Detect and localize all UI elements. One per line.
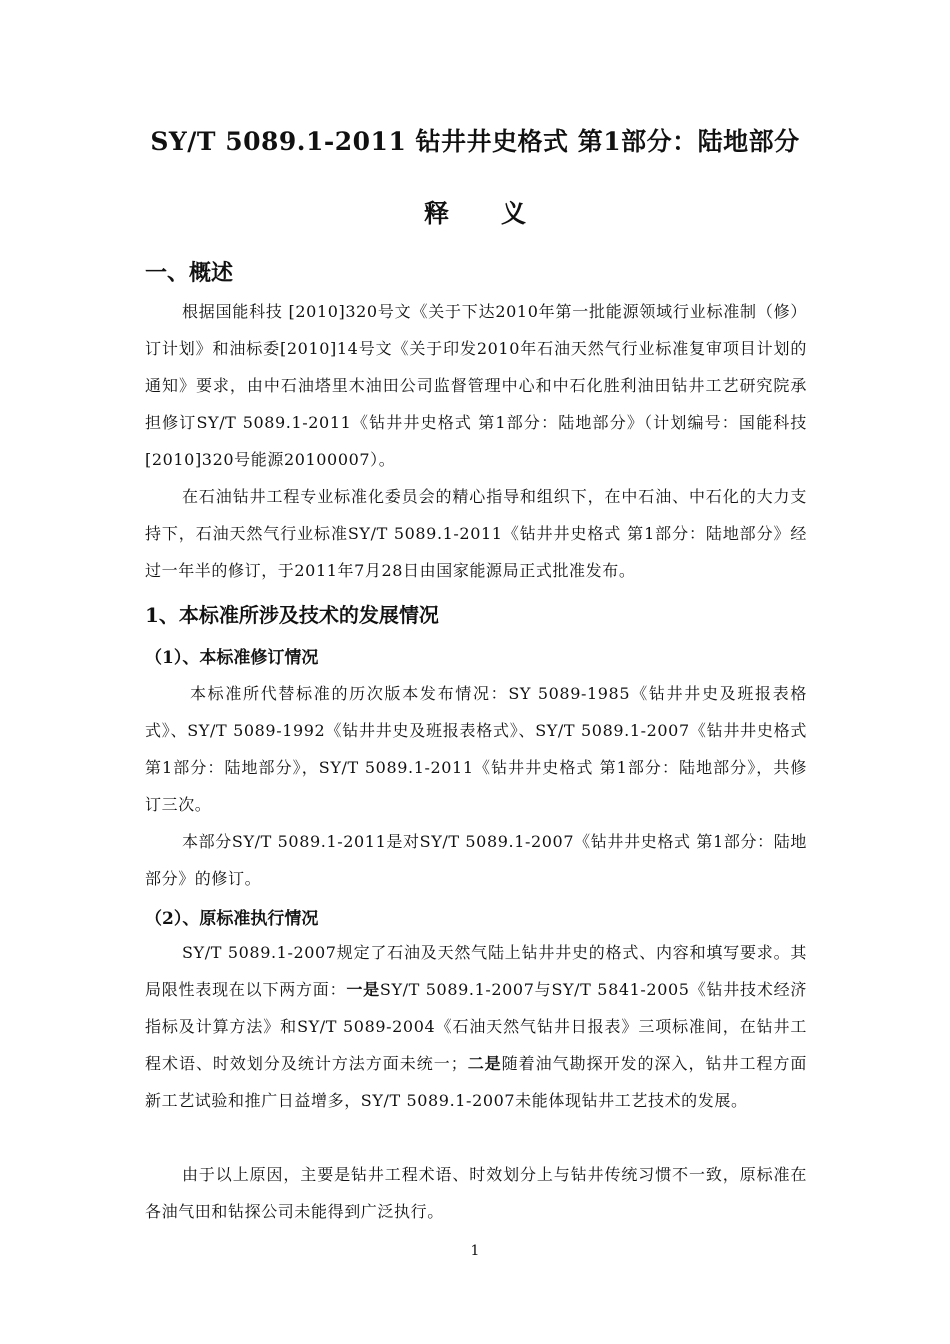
paragraph-revision-process: 在石油钻井工程专业标准化委员会的精心指导和组织下，在中石油、中石化的大力支持下，石油天然气行业标准SY/T 5089.1-2011《钻井井史格式 第1部分：陆地部分》经过一年半的修订，于2011年7月28日由国家能源局正式批准发布。 <box>145 487 807 580</box>
limitation-2-label: 二是 <box>467 1054 502 1073</box>
section-heading-overview: 一、概述 <box>145 260 234 286</box>
limitation-2-text: 随着油气勘探开发的深入，钻井工程方面新工艺试验和推广日益增多，SY/T 5089.1-2007未能体现钻井工艺技术的发展。 <box>145 1054 807 1110</box>
document-title: SY/T 5089.1-2011 钻井井史格式 第1部分：陆地部分 <box>150 127 800 156</box>
subsection-heading-technology: 1、本标准所涉及技术的发展情况 <box>145 603 439 627</box>
paragraph-revision-note: 本部分SY/T 5089.1-2011是对SY/T 5089.1-2007《钻井井史格式 第1部分：陆地部分》的修订。 <box>145 832 807 888</box>
paragraph-conclusion: 由于以上原因，主要是钻井工程术语、时效划分上与钻井传统习惯不一致，原标准在各油气田和钻探公司未能得到广泛执行。 <box>145 1165 807 1221</box>
paragraph-version-history: 本标准所代替标准的历次版本发布情况：SY 5089-1985《钻井井史及班报表格式》、SY/T 5089-1992《钻井井史及班报表格式》、SY/T 5089.1-2007《钻井井史格式 第1部分：陆地部分》，SY/T 5089.1-2011《钻井井史格式 第1部分：陆地部分》，共修订三次。 <box>145 684 807 814</box>
limitation-1-text: SY/T 5089.1-2007与SY/T 5841-2005《钻井技术经济指标及计算方法》和SY/T 5089-2004《石油天然气钻井日报表》三项标准间，在钻井工程术语、时效划分及统计方法方面未统一； <box>145 980 807 1073</box>
paragraph-limitations <box>145 934 807 1119</box>
paragraph-background: 根据国能科技 [2010]320号文《关于下达2010年第一批能源领域行业标准制（修）订计划》和油标委[2010]14号文《关于印发2010年石油天然气行业标准复审项目计划的通知》要求，由中石油塔里木油田公司监督管理中心和中石化胜利油田钻井工艺研究院承担修订SY/T 5089.1-2011《钻井井史格式 第1部分：陆地部分》（计划编号：国能科技[2010]320号能源20100007）。 <box>145 302 807 469</box>
limitations-intro: SY/T 5089.1-2007规定了石油及天然气陆上钻井井史的格式、内容和填写要求。其局限性表现在以下两方面： <box>145 943 807 999</box>
limitation-1-label: 一是 <box>346 980 380 999</box>
item-heading-revision: （1）、本标准修订情况 <box>145 648 319 668</box>
page-number: 1 <box>470 1243 480 1259</box>
document-subtitle: 释义 <box>423 199 578 228</box>
item-heading-execution: （2）、原标准执行情况 <box>145 909 319 929</box>
